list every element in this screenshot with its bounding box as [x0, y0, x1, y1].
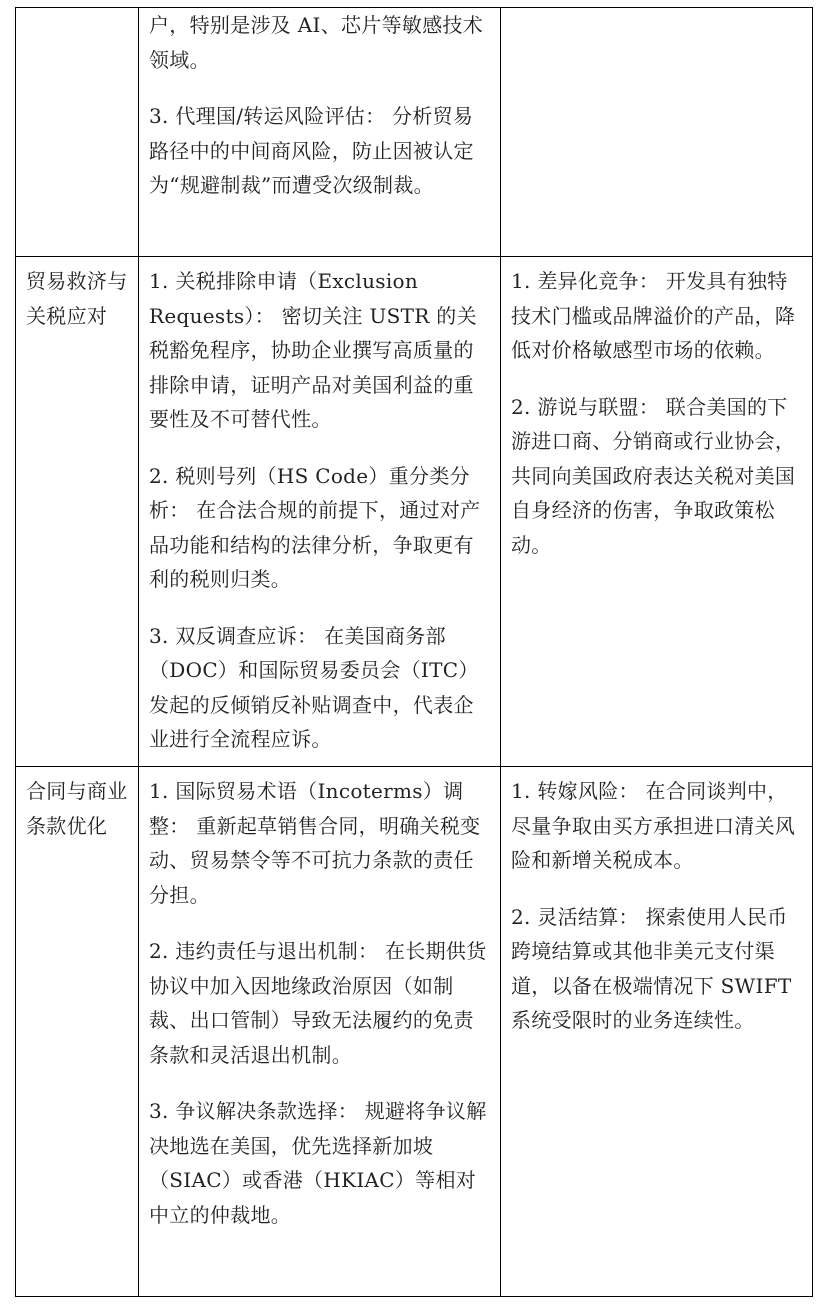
measure-paragraph: 1. 关税排除申请（Exclusion Requests）： 密切关注 USTR 的关税豁免程序，协助企业撰写高质量的排除申请，证明产品对美国利益的重要性及不可替代性。 [149, 269, 477, 431]
measure-paragraph: 3. 争议解决条款选择： 规避将争议解决地选在美国，优先选择新加坡（SIAC）或香港（HKIAC）等相对中立的仲裁地。 [149, 1099, 487, 1227]
category-label: 合同与商业条款优化 [26, 779, 128, 838]
strategy-paragraph: 1. 转嫁风险： 在合同谈判中，尽量争取由买方承担进口清关风险和新增关税成本。 [511, 779, 796, 872]
strategies-cell [501, 767, 813, 1297]
measure-paragraph: 3. 双反调查应诉： 在美国商务部（DOC）和国际贸易委员会（ITC）发起的反倾销反补贴调查中，代表企业进行全流程应诉。 [149, 623, 479, 751]
strategy-paragraph: 1. 差异化竞争： 开发具有独特技术门槛或品牌溢价的产品，降低对价格敏感型市场的依赖。 [511, 269, 796, 362]
measure-paragraph: 2. 税则号列（HS Code）重分类分析： 在合法合规的前提下，通过对产品功能和结构的法律分析，争取更有利的税则归类。 [149, 463, 481, 591]
strategy-paragraph: 2. 游说与联盟： 联合美国的下游进口商、分销商或行业协会，共同向美国政府表达关税对美国自身经济的伤害，争取政策松动。 [511, 394, 796, 557]
strategies-cell [501, 8, 813, 257]
table-row [16, 767, 813, 1297]
measure-paragraph: 3. 代理国/转运风险评估： 分析贸易路径中的中间商风险，防止因被认定为“规避制裁”而遭受次级制裁。 [149, 104, 474, 197]
risk-response-table [15, 7, 813, 1297]
table-row [16, 257, 813, 767]
measures-cell [139, 8, 501, 257]
category-cell [16, 767, 139, 1297]
category-cell [16, 257, 139, 767]
measures-cell [139, 257, 501, 767]
measure-paragraph: 1. 国际贸易术语（Incoterms）调整： 重新起草销售合同，明确关税变动、贸易禁令等不可抗力条款的责任分担。 [149, 779, 481, 907]
measure-paragraph: 户，特别是涉及 AI、芯片等敏感技术领域。 [149, 13, 484, 72]
measures-cell [139, 767, 501, 1297]
measure-paragraph: 2. 违约责任与退出机制： 在长期供货协议中加入因地缘政治原因（如制裁、出口管制）导致无法履约的免责条款和灵活退出机制。 [149, 939, 487, 1067]
category-cell [16, 8, 139, 257]
strategies-cell [501, 257, 813, 767]
table-row [16, 8, 813, 257]
strategy-paragraph: 2. 灵活结算： 探索使用人民币跨境结算或其他非美元支付渠道，以备在极端情况下 SWIFT 系统受限时的业务连续性。 [511, 904, 792, 1032]
category-label: 贸易救济与关税应对 [26, 269, 128, 328]
